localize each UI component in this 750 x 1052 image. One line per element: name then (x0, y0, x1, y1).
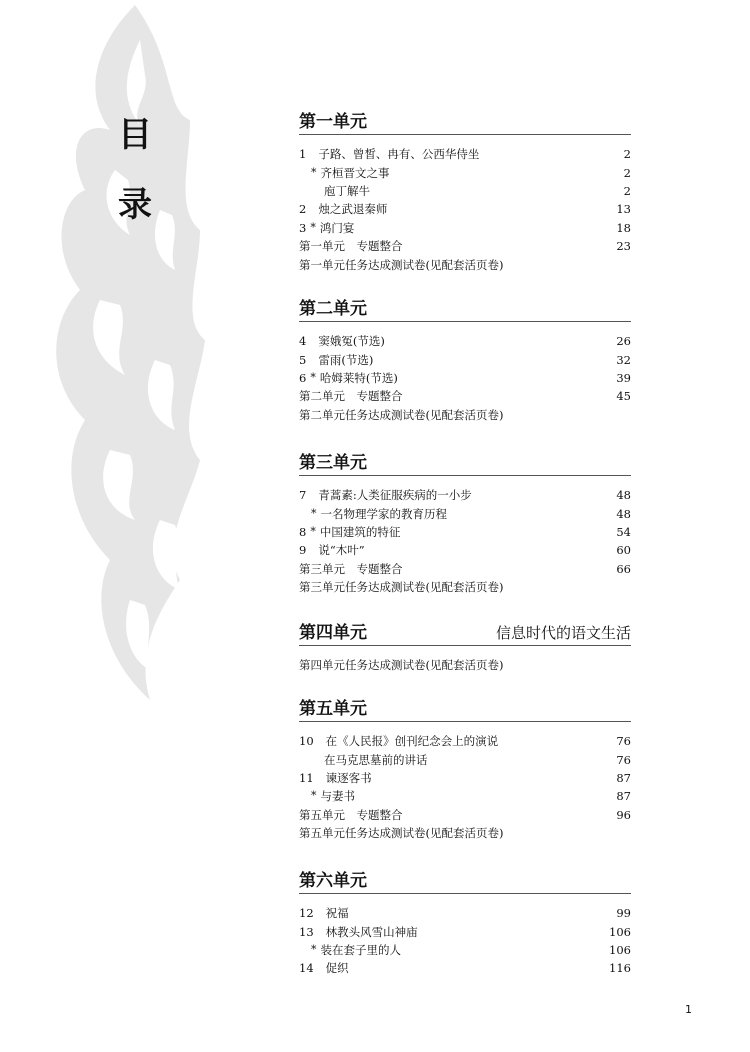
entry-title: 第五单元 专题整合 (299, 807, 403, 822)
toc-entry[interactable] (299, 787, 631, 805)
entry-title: 说“木叶” (318, 543, 365, 558)
toc-entry-left (299, 656, 503, 674)
optional-mark: * (311, 789, 317, 803)
toc-entry[interactable] (299, 732, 631, 750)
toc-entry-left (299, 256, 503, 274)
entry-title: 哈姆莱特(节选) (319, 370, 398, 385)
entry-list (299, 732, 631, 842)
entry-title: 第一单元任务达成测试卷(见配套活页卷) (299, 257, 504, 272)
unit-section (299, 697, 631, 842)
entry-page: 39 (616, 370, 631, 385)
lesson-number: 14 (299, 961, 314, 976)
entry-title: 烛之武退秦师 (318, 202, 388, 217)
toc-entry[interactable] (299, 523, 631, 541)
lesson-number: 1 (299, 147, 307, 162)
toc-entry[interactable] (299, 332, 631, 350)
entry-title: 庖丁解牛 (324, 183, 370, 198)
lesson-number: 8 (299, 524, 307, 539)
entry-page: 48 (616, 506, 631, 521)
optional-mark: * (310, 370, 316, 384)
toc-entry-left (299, 769, 372, 787)
entry-page: 106 (609, 942, 631, 957)
entry-title: 在《人民报》创刊纪念会上的演说 (325, 734, 499, 749)
entry-title: 林教头风雪山神庙 (325, 924, 418, 939)
toc-entry[interactable] (299, 200, 631, 218)
unit-section (299, 621, 631, 674)
toc-entry-left (299, 541, 365, 559)
entry-title: 第三单元任务达成测试卷(见配套活页卷) (299, 580, 504, 595)
lesson-number: 7 (299, 488, 307, 503)
lesson-number: 12 (299, 906, 314, 921)
flame-decoration (40, 0, 210, 740)
lesson-number: 4 (299, 334, 307, 349)
toc-title-char-2: 录 (118, 185, 152, 225)
toc-entry-left (299, 164, 390, 182)
entry-page: 76 (616, 734, 631, 749)
entry-page: 18 (616, 220, 631, 235)
toc-entry[interactable] (299, 369, 631, 387)
toc-entry[interactable] (299, 560, 631, 578)
toc-entry[interactable] (299, 578, 631, 596)
toc-entry[interactable] (299, 255, 631, 273)
unit-section (299, 451, 631, 596)
optional-mark: * (310, 220, 316, 234)
optional-mark: * (311, 506, 317, 520)
unit-header (299, 697, 631, 722)
entry-page: 2 (623, 165, 631, 180)
toc-entry[interactable] (299, 182, 631, 200)
entry-title: 第三单元 专题整合 (299, 561, 403, 576)
toc-entry-left (299, 486, 472, 504)
toc-entry[interactable] (299, 163, 631, 181)
optional-mark: * (311, 942, 317, 956)
entry-title: 第二单元任务达成测试卷(见配套活页卷) (299, 407, 504, 422)
entry-title: 装在套子里的人 (320, 942, 401, 957)
entry-title: 促织 (325, 961, 349, 976)
toc-entry[interactable] (299, 504, 631, 522)
unit-name: 第二单元 (299, 299, 367, 319)
toc-entry[interactable] (299, 904, 631, 922)
entry-list (299, 656, 631, 674)
toc-entry-left (299, 923, 418, 941)
toc-entry-left (299, 787, 355, 805)
toc-entry-left (299, 959, 349, 977)
entry-list (299, 904, 631, 978)
unit-header (299, 621, 631, 646)
toc-entry[interactable] (299, 656, 631, 674)
toc-entry-left (299, 732, 498, 750)
lesson-number: 10 (299, 734, 314, 749)
entry-page: 60 (616, 543, 631, 558)
entry-title: 雷雨(节选) (318, 352, 374, 367)
toc-entry-left (299, 941, 401, 959)
entry-title: 祝福 (325, 906, 349, 921)
entry-title: 青蒿素:人类征服疾病的一小步 (318, 488, 472, 503)
toc-entry[interactable] (299, 350, 631, 368)
toc-entry[interactable] (299, 959, 631, 977)
entry-page: 116 (609, 961, 631, 976)
entry-title: 中国建筑的特征 (319, 524, 401, 539)
toc-entry-left (299, 806, 403, 824)
unit-header (299, 110, 631, 135)
lesson-number: 6 (299, 370, 307, 385)
lesson-number: 9 (299, 543, 307, 558)
toc-entry-left (299, 387, 403, 405)
toc-entry-left (299, 237, 403, 255)
entry-title: 第四单元任务达成测试卷(见配套活页卷) (299, 658, 504, 673)
entry-title: 与妻书 (320, 789, 355, 804)
toc-entry-left (299, 560, 403, 578)
lesson-number: 11 (299, 770, 314, 785)
entry-title: 一名物理学家的教育历程 (320, 506, 447, 521)
toc-title-char-1: 目 (118, 115, 152, 155)
entry-title: 第五单元任务达成测试卷(见配套活页卷) (299, 826, 504, 841)
toc-entry-left (299, 904, 349, 922)
unit-name: 第一单元 (299, 112, 367, 132)
optional-mark: * (311, 165, 317, 179)
lesson-number: 5 (299, 352, 307, 367)
entry-page: 48 (616, 488, 631, 503)
lesson-number: 3 (299, 220, 307, 235)
toc-entry[interactable] (299, 219, 631, 237)
toc-entry-left (299, 369, 398, 387)
entry-page: 76 (616, 752, 631, 767)
unit-header (299, 451, 631, 476)
unit-section (299, 869, 631, 978)
toc-entry[interactable] (299, 922, 631, 940)
entry-page: 45 (616, 389, 631, 404)
toc-entry[interactable] (299, 941, 631, 959)
toc-entry[interactable] (299, 145, 631, 163)
entry-title: 齐桓晋文之事 (320, 165, 390, 180)
toc-entry[interactable] (299, 541, 631, 559)
page-number: 1 (685, 1003, 692, 1016)
toc-entry[interactable] (299, 387, 631, 405)
toc-entry-left (299, 505, 447, 523)
entry-page: 2 (623, 183, 631, 198)
toc-entry-left (299, 332, 385, 350)
entry-page: 87 (616, 770, 631, 785)
toc-entry[interactable] (299, 806, 631, 824)
toc-entry[interactable] (299, 769, 631, 787)
toc-entry[interactable] (299, 750, 631, 768)
entry-page: 106 (609, 924, 631, 939)
toc-entry-left (299, 219, 354, 237)
unit-theme: 信息时代的语文生活 (495, 624, 631, 642)
toc-entry-left (299, 200, 387, 218)
toc-entry[interactable] (299, 486, 631, 504)
entry-page: 26 (616, 334, 631, 349)
entry-title: 子路、曾皙、冉有、公西华侍坐 (318, 147, 480, 162)
toc-entry[interactable] (299, 237, 631, 255)
entry-list (299, 332, 631, 424)
entry-title: 窦娥冤(节选) (318, 334, 385, 349)
unit-header (299, 297, 631, 322)
toc-entry-left (299, 182, 370, 200)
unit-name: 第五单元 (299, 699, 367, 719)
entry-page: 99 (616, 906, 631, 921)
entry-list (299, 145, 631, 274)
optional-mark: * (310, 524, 316, 538)
entry-page: 23 (616, 239, 631, 254)
toc-entry-left (299, 578, 503, 596)
toc-entry-left (299, 523, 400, 541)
unit-name: 第四单元 (299, 623, 367, 643)
entry-title: 鸿门宴 (319, 220, 355, 235)
unit-header (299, 869, 631, 894)
toc-entry-left (299, 145, 479, 163)
entry-title: 第一单元 专题整合 (299, 239, 403, 254)
entry-page: 32 (616, 352, 631, 367)
entry-list (299, 486, 631, 596)
toc-entry-left (299, 824, 503, 842)
unit-name: 第三单元 (299, 453, 367, 473)
lesson-number: 2 (299, 202, 307, 217)
entry-page: 13 (616, 202, 631, 217)
entry-page: 87 (616, 789, 631, 804)
toc-entry[interactable] (299, 824, 631, 842)
unit-section (299, 297, 631, 424)
unit-name: 第六单元 (299, 871, 367, 891)
entry-page: 66 (616, 561, 631, 576)
entry-title: 在马克思墓前的讲话 (324, 752, 428, 767)
toc-entry-left (299, 406, 503, 424)
lesson-number: 13 (299, 924, 314, 939)
toc-entry-left (299, 751, 428, 769)
entry-page: 96 (616, 807, 631, 822)
unit-section (299, 110, 631, 274)
toc-entry[interactable] (299, 406, 631, 424)
entry-title: 第二单元 专题整合 (299, 389, 403, 404)
entry-title: 谏逐客书 (325, 770, 372, 785)
toc-entry-left (299, 351, 373, 369)
entry-page: 54 (616, 524, 631, 539)
entry-page: 2 (623, 147, 631, 162)
